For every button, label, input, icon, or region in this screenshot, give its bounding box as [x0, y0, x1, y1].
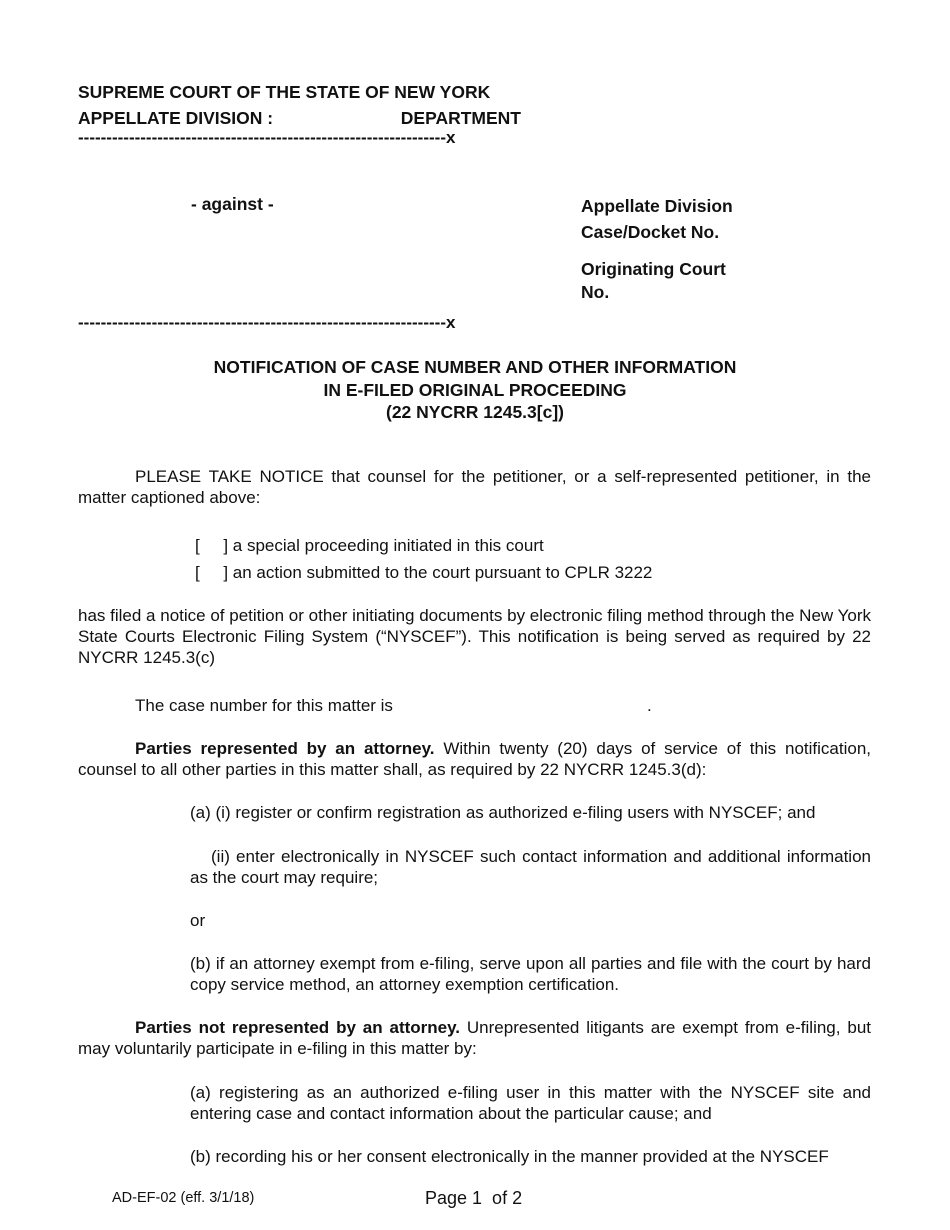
case-docket-label-1: Appellate Division [581, 196, 733, 216]
originating-court-line-2: No. [581, 282, 610, 302]
title-line-2: IN E-FILED ORIGINAL PROCEEDING [323, 379, 627, 400]
case-number-line: The case number for this matter is [135, 696, 393, 715]
represented-item-a-ii: (ii) enter electronically in NYSCEF such contact information and additional information as the court may require; [190, 847, 871, 887]
option-cplr-action [195, 562, 652, 583]
title-line-1: NOTIFICATION OF CASE NUMBER AND OTHER INFORMATION [213, 357, 737, 377]
represented-or: or [190, 911, 206, 930]
case-docket-label-2: Case/Docket No. [581, 222, 720, 242]
document-title [0, 356, 950, 424]
represented-item-a-i: (a) (i) register or confirm registration as authorized e-filing users with NYSCEF; and [190, 803, 816, 822]
caption-rule-bottom: -----------------------------------------------------------------x [78, 313, 456, 332]
option2-label: an action submitted to the court pursuant to CPLR 3222 [232, 563, 653, 582]
department-label: DEPARTMENT [400, 108, 521, 128]
unrepresented-heading: Parties not represented by an attorney. [135, 1018, 461, 1037]
represented-paragraph [78, 738, 871, 780]
notice-paragraph: PLEASE TAKE NOTICE that counsel for the petitioner, or a self-represented petitioner, in the matter captioned above: [78, 467, 871, 507]
unrepresented-item-b: (b) recording his or her consent electronically in the manner provided at the NYSCEF [190, 1147, 829, 1166]
against-label: - against - [191, 194, 274, 214]
represented-heading: Parties represented by an attorney. [135, 739, 435, 758]
court-name: SUPREME COURT OF THE STATE OF NEW YORK [78, 82, 491, 102]
filed-paragraph: has filed a notice of petition or other initiating documents by electronic filing method through the New York State Courts Electronic Filing System (“NYSCEF”). This notification is being served as required by 22 NYCRR 1245.3(c) [78, 606, 871, 667]
court-caption [78, 79, 521, 131]
unrepresented-paragraph [78, 1017, 871, 1059]
represented-item-b: (b) if an attorney exempt from e-filing, serve upon all parties and file with the court by hard copy service method, an attorney exemption certification. [190, 954, 871, 994]
form-id: AD-EF-02 (eff. 3/1/18) [112, 1190, 255, 1206]
originating-court-label [581, 258, 733, 304]
docket-info [581, 193, 733, 304]
case-number-end: . [647, 696, 652, 715]
unrepresented-text: Unrepresented litigants are exempt from e-filing, but may voluntarily participate in e-filing in this matter by: [78, 1018, 871, 1058]
option-special-proceeding [195, 535, 544, 556]
represented-text: Within twenty (20) days of service of this notification, counsel to all other parties in this matter shall, as required by 22 NYCRR 1245.3(d): [78, 739, 871, 779]
option2-checkbox[interactable]: [ ] [195, 563, 229, 582]
option1-checkbox[interactable]: [ ] [195, 536, 229, 555]
title-line-3: (22 NYCRR 1245.3[c]) [386, 402, 564, 422]
division-label: APPELLATE DIVISION : [78, 108, 274, 128]
page-number: Page 1 of 2 [425, 1188, 523, 1208]
originating-court-line-1: Originating Court [581, 259, 726, 279]
option1-label: a special proceeding initiated in this court [232, 536, 544, 555]
unrepresented-item-a: (a) registering as an authorized e-filing user in this matter with the NYSCEF site and entering case and contact information about the particular cause; and [190, 1083, 871, 1123]
caption-rule-top: -----------------------------------------------------------------x [78, 128, 456, 147]
